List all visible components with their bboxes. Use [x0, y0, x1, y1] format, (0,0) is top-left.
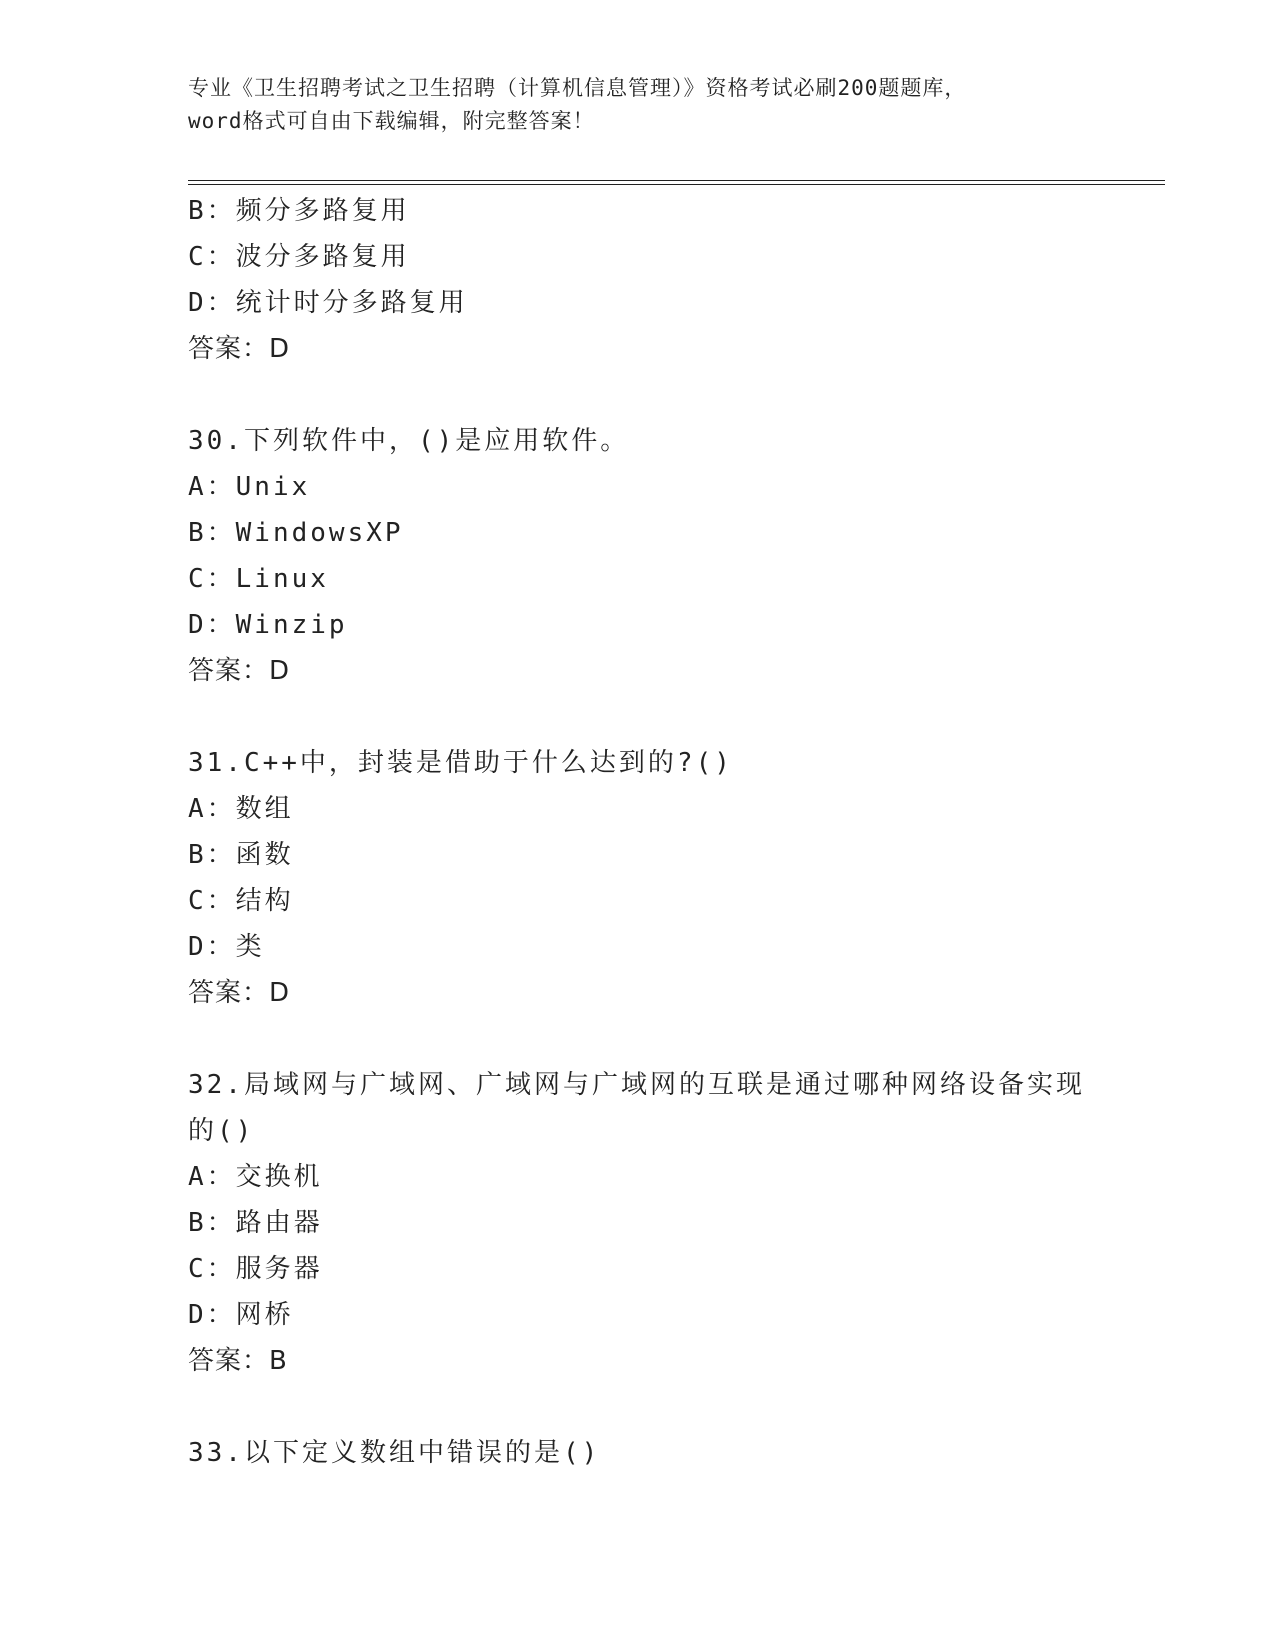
question-content [188, 188, 1088, 1476]
answer-line: 答案：D [188, 334, 291, 364]
option-d: D：网桥 [188, 1300, 294, 1330]
document-header [188, 72, 1088, 138]
continued-question [188, 188, 1088, 372]
question-31 [188, 740, 1088, 1016]
option-d: D：类 [188, 932, 265, 962]
question-30 [188, 418, 1088, 694]
option-d: D：Winzip [188, 610, 348, 640]
option-c: C：结构 [188, 886, 294, 916]
question-stem-line-1: 32.局域网与广域网、广域网与广域网的互联是通过哪种网络设备实现 [188, 1070, 1085, 1100]
question-33 [188, 1430, 1088, 1476]
option-c: C：波分多路复用 [188, 242, 410, 272]
question-stem: 33.以下定义数组中错误的是() [188, 1438, 601, 1468]
answer-line: 答案：D [188, 978, 291, 1008]
option-b: B：路由器 [188, 1208, 323, 1238]
answer-line: 答案：D [188, 656, 291, 686]
header-line-1: 专业《卫生招聘考试之卫生招聘（计算机信息管理）》资格考试必刷200题题库， [188, 76, 967, 100]
option-b: B：WindowsXP [188, 518, 404, 548]
question-stem-line-2: 的() [188, 1116, 255, 1146]
header-double-rule [188, 180, 1165, 185]
option-b: B：频分多路复用 [188, 196, 410, 226]
question-stem: 31.C++中，封装是借助于什么达到的?() [188, 748, 733, 778]
question-32 [188, 1062, 1088, 1384]
option-a: A：Unix [188, 472, 311, 502]
option-c: C：Linux [188, 564, 329, 594]
option-c: C：服务器 [188, 1254, 323, 1284]
answer-line: 答案：B [188, 1346, 288, 1376]
question-stem: 30.下列软件中，()是应用软件。 [188, 426, 630, 456]
option-d: D：统计时分多路复用 [188, 288, 468, 318]
header-line-2: word格式可自由下载编辑，附完整答案！ [188, 109, 595, 133]
option-a: A：交换机 [188, 1162, 323, 1192]
option-a: A：数组 [188, 794, 294, 824]
option-b: B：函数 [188, 840, 294, 870]
